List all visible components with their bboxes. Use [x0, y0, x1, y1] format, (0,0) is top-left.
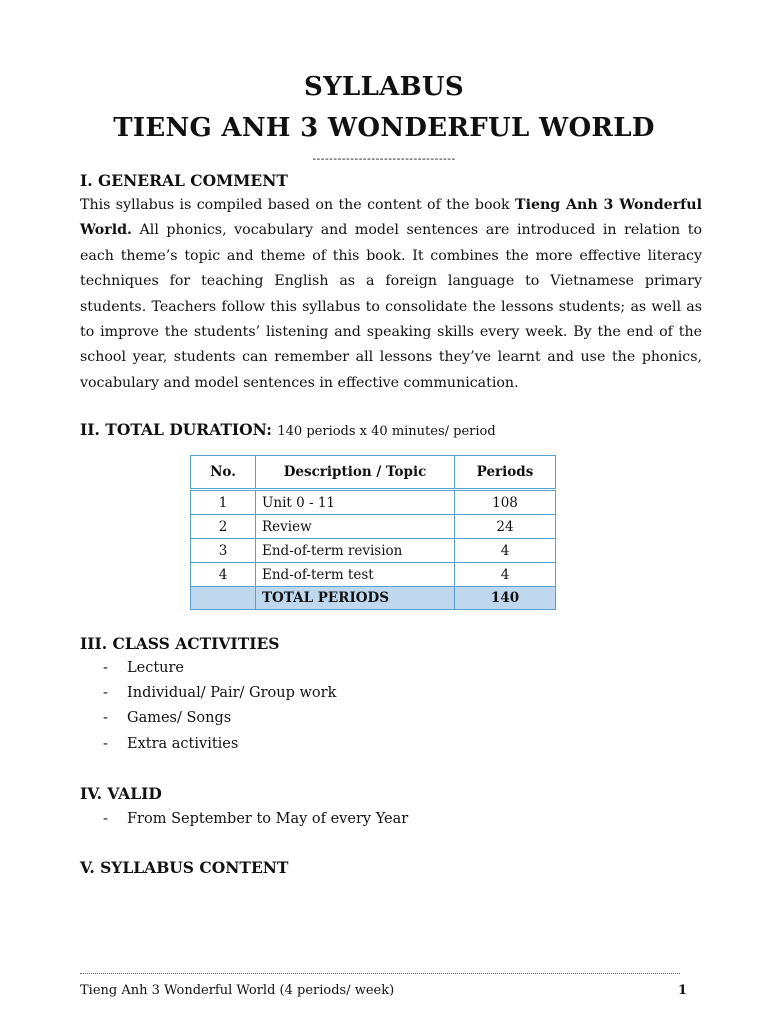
section-heading-general: I. GENERAL COMMENT [80, 171, 288, 190]
footer-text: Tieng Anh 3 Wonderful World (4 periods/ week) [80, 983, 395, 998]
table-total-row [191, 587, 556, 610]
cell-description: Unit 0 - 11 [256, 490, 455, 515]
cell-no: 1 [191, 490, 256, 515]
book-title: Tieng Anh 3 Wonderful World. [80, 197, 702, 239]
cell-periods: 4 [455, 539, 556, 563]
cell-no: 4 [191, 563, 256, 587]
document-subtitle: TIENG ANH 3 WONDERFUL WORLD [113, 113, 655, 143]
cell-description: End-of-term test [256, 563, 455, 587]
cell-periods: 108 [455, 490, 556, 515]
list-item: - Individual/ Pair/ Group work [103, 685, 336, 710]
table-row [191, 490, 556, 515]
header-description: Description / Topic [256, 456, 455, 490]
table-row [191, 539, 556, 563]
section-heading-valid: IV. VALID [80, 784, 162, 803]
general-text-after: All phonics, vocabulary and model sentences are introduced in relation to each theme’s topic and theme of this book. It combines the more effective literacy techniques for teaching English as a foreign language to Vietnamese primary students. Teachers follow this syllabus to consolidate the lessons students; as well as to improve the students’ listening and speaking skills every week. By the end of the school year, students can remember all lessons they’ve learnt and use the phonics, vocabulary and model sentences in effective communication. [80, 222, 702, 391]
cell-description: Review [256, 515, 455, 539]
list-item: - From September to May of every Year [103, 811, 408, 836]
header-periods: Periods [455, 456, 556, 490]
general-text-before: This syllabus is compiled based on the content of the book [80, 197, 516, 213]
list-item: - Lecture [103, 660, 336, 685]
table-row [191, 563, 556, 587]
valid-list [103, 811, 408, 836]
section-heading-duration [80, 420, 496, 439]
list-item: - Extra activities [103, 736, 336, 761]
duration-label: II. TOTAL DURATION: [80, 420, 272, 439]
cell-periods: 4 [455, 563, 556, 587]
page-number: 1 [678, 983, 688, 998]
list-item: - Games/ Songs [103, 710, 336, 735]
general-comment-paragraph [80, 193, 702, 396]
header-no: No. [191, 456, 256, 490]
total-label: TOTAL PERIODS [256, 587, 455, 610]
cell-no: 3 [191, 539, 256, 563]
duration-value: 140 periods x 40 minutes/ period [277, 424, 496, 439]
cell-no: 2 [191, 515, 256, 539]
periods-table [190, 455, 556, 610]
table-row [191, 515, 556, 539]
table-header-row [191, 456, 556, 490]
total-value: 140 [455, 587, 556, 610]
document-title: SYLLABUS [304, 72, 464, 102]
footer-divider [80, 973, 680, 974]
cell-periods: 24 [455, 515, 556, 539]
cell-empty [191, 587, 256, 610]
activities-list [103, 660, 336, 761]
section-heading-activities: III. CLASS ACTIVITIES [80, 634, 280, 653]
title-separator: ---------------------------------- [312, 152, 456, 165]
section-heading-content: V. SYLLABUS CONTENT [80, 858, 289, 877]
cell-description: End-of-term revision [256, 539, 455, 563]
